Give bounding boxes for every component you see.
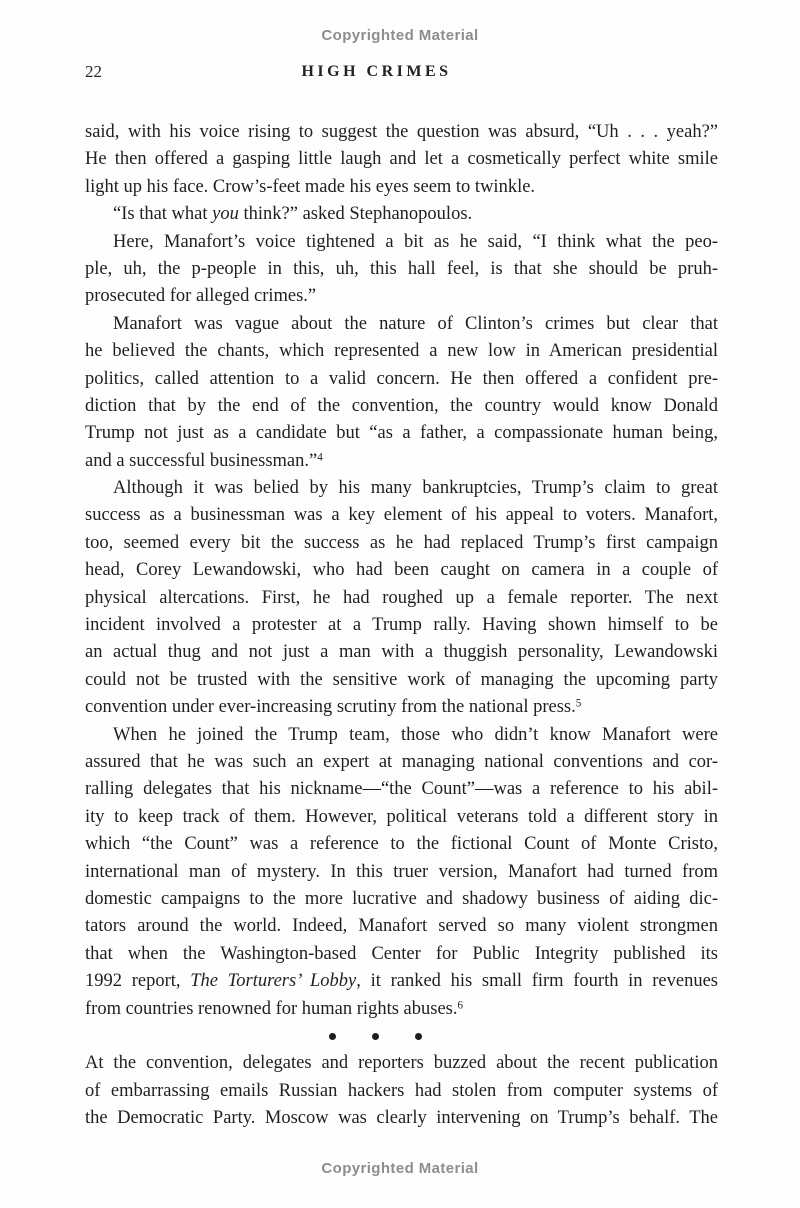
page-number: 22 xyxy=(85,62,102,81)
text-line: ple, uh, the p-people in this, uh, this hall feel, is that she should be pruh- xyxy=(85,258,718,279)
text-line: ralling delegates that his nickname—“the Count”—was a reference to his abil- xyxy=(85,779,718,800)
section-break xyxy=(59,1023,692,1050)
paragraph xyxy=(85,119,718,201)
text-line: domestic campaigns to the more lucrative and shadowy business of aiding dic- xyxy=(85,888,718,909)
text-line: from countries renowned for human rights abuses.$^6$ xyxy=(85,998,464,1019)
text-line: that when the Washington-based Center for Public Integrity published its xyxy=(85,943,718,964)
text-line: could not be trusted with the sensitive work of managing the upcoming party xyxy=(85,669,718,690)
text-line: of embarrassing emails Russian hackers had stolen from computer systems of xyxy=(85,1080,718,1101)
section-break-dot xyxy=(415,1033,422,1040)
text-line: success as a businessman was a key element of his appeal to voters. Manafort, xyxy=(85,505,718,526)
text-line: physical altercations. First, he had roughed up a female reporter. The next xyxy=(85,587,718,608)
text-line: light up his face. Crow’s-feet made his eyes seem to twinkle. xyxy=(85,176,536,197)
section-break-dot xyxy=(329,1033,336,1040)
text-line: too, seemed every bit the success as he had replaced Trump’s first campaign xyxy=(85,532,718,553)
paragraph xyxy=(85,311,718,475)
text-line: he believed the chants, which represented a new low in American presidential xyxy=(85,341,718,362)
copyright-watermark-bottom: Copyrighted Material xyxy=(321,1160,479,1177)
text-line: said, with his voice rising to suggest the question was absurd, “Uh . . . yeah?” xyxy=(85,122,718,142)
paragraph xyxy=(85,1050,718,1132)
copyright-watermark-top: Copyrighted Material xyxy=(321,27,479,44)
text-line: prosecuted for alleged crimes.” xyxy=(85,286,317,307)
text-line: ity to keep track of them. However, political veterans told a different story in xyxy=(85,806,718,827)
text-line: Manafort was vague about the nature of Clinton’s crimes but clear that xyxy=(113,313,718,334)
text-line: incident involved a protester at a Trump rally. Having shown himself to be xyxy=(85,615,718,636)
text-line: which “the Count” was a reference to the fictional Count of Monte Cristo, xyxy=(85,834,718,855)
section-break-dot xyxy=(372,1033,379,1040)
text-line: convention under ever-increasing scrutiny from the national press.$^5$ xyxy=(85,697,582,718)
page-header xyxy=(85,63,718,83)
running-head-title: HIGH CRIMES xyxy=(301,63,452,80)
text-line: an actual thug and not just a man with a thuggish personality, Lewandowski xyxy=(85,642,718,663)
text-line: At the convention, delegates and reporters buzzed about the recent publication xyxy=(85,1053,718,1074)
text-line: He then offered a gasping little laugh and let a cosmetically perfect white smile xyxy=(85,149,718,170)
text-line: international man of mystery. In this truer version, Manafort had turned from xyxy=(85,861,718,882)
text-line: Although it was belied by his many bankruptcies, Trump’s claim to great xyxy=(113,478,718,499)
paragraph xyxy=(85,229,718,311)
text-line: When he joined the Trump team, those who didn’t know Manafort were xyxy=(113,724,718,745)
paragraph xyxy=(85,201,718,228)
text-line: 1992 report, The Torturers’ Lobby, it ranked his small firm fourth in revenues xyxy=(85,971,718,992)
text-line: assured that he was such an expert at managing national conventions and cor- xyxy=(85,751,718,772)
text-line: diction that by the end of the convention, the country would know Donald xyxy=(85,395,718,416)
text-line: the Democratic Party. Moscow was clearly intervening on Trump’s behalf. The xyxy=(85,1108,718,1129)
text-line: “Is that what you think?” asked Stephanopoulos. xyxy=(113,204,473,225)
text-line: politics, called attention to a valid concern. He then offered a confident pre- xyxy=(85,368,718,389)
text-line: and a successful businessman.”$^4$ xyxy=(85,450,323,471)
text-line: head, Corey Lewandowski, who had been caught on camera in a couple of xyxy=(85,560,718,581)
paragraph xyxy=(85,475,718,722)
text-line: tators around the world. Indeed, Manafort served so many violent strongmen xyxy=(85,916,718,937)
body-text xyxy=(85,119,718,1132)
text-line: Trump not just as a candidate but “as a father, a compassionate human being, xyxy=(85,423,718,444)
text-line: Here, Manafort’s voice tightened a bit as he said, “I think what the peo- xyxy=(113,231,718,252)
paragraph xyxy=(85,722,718,1023)
